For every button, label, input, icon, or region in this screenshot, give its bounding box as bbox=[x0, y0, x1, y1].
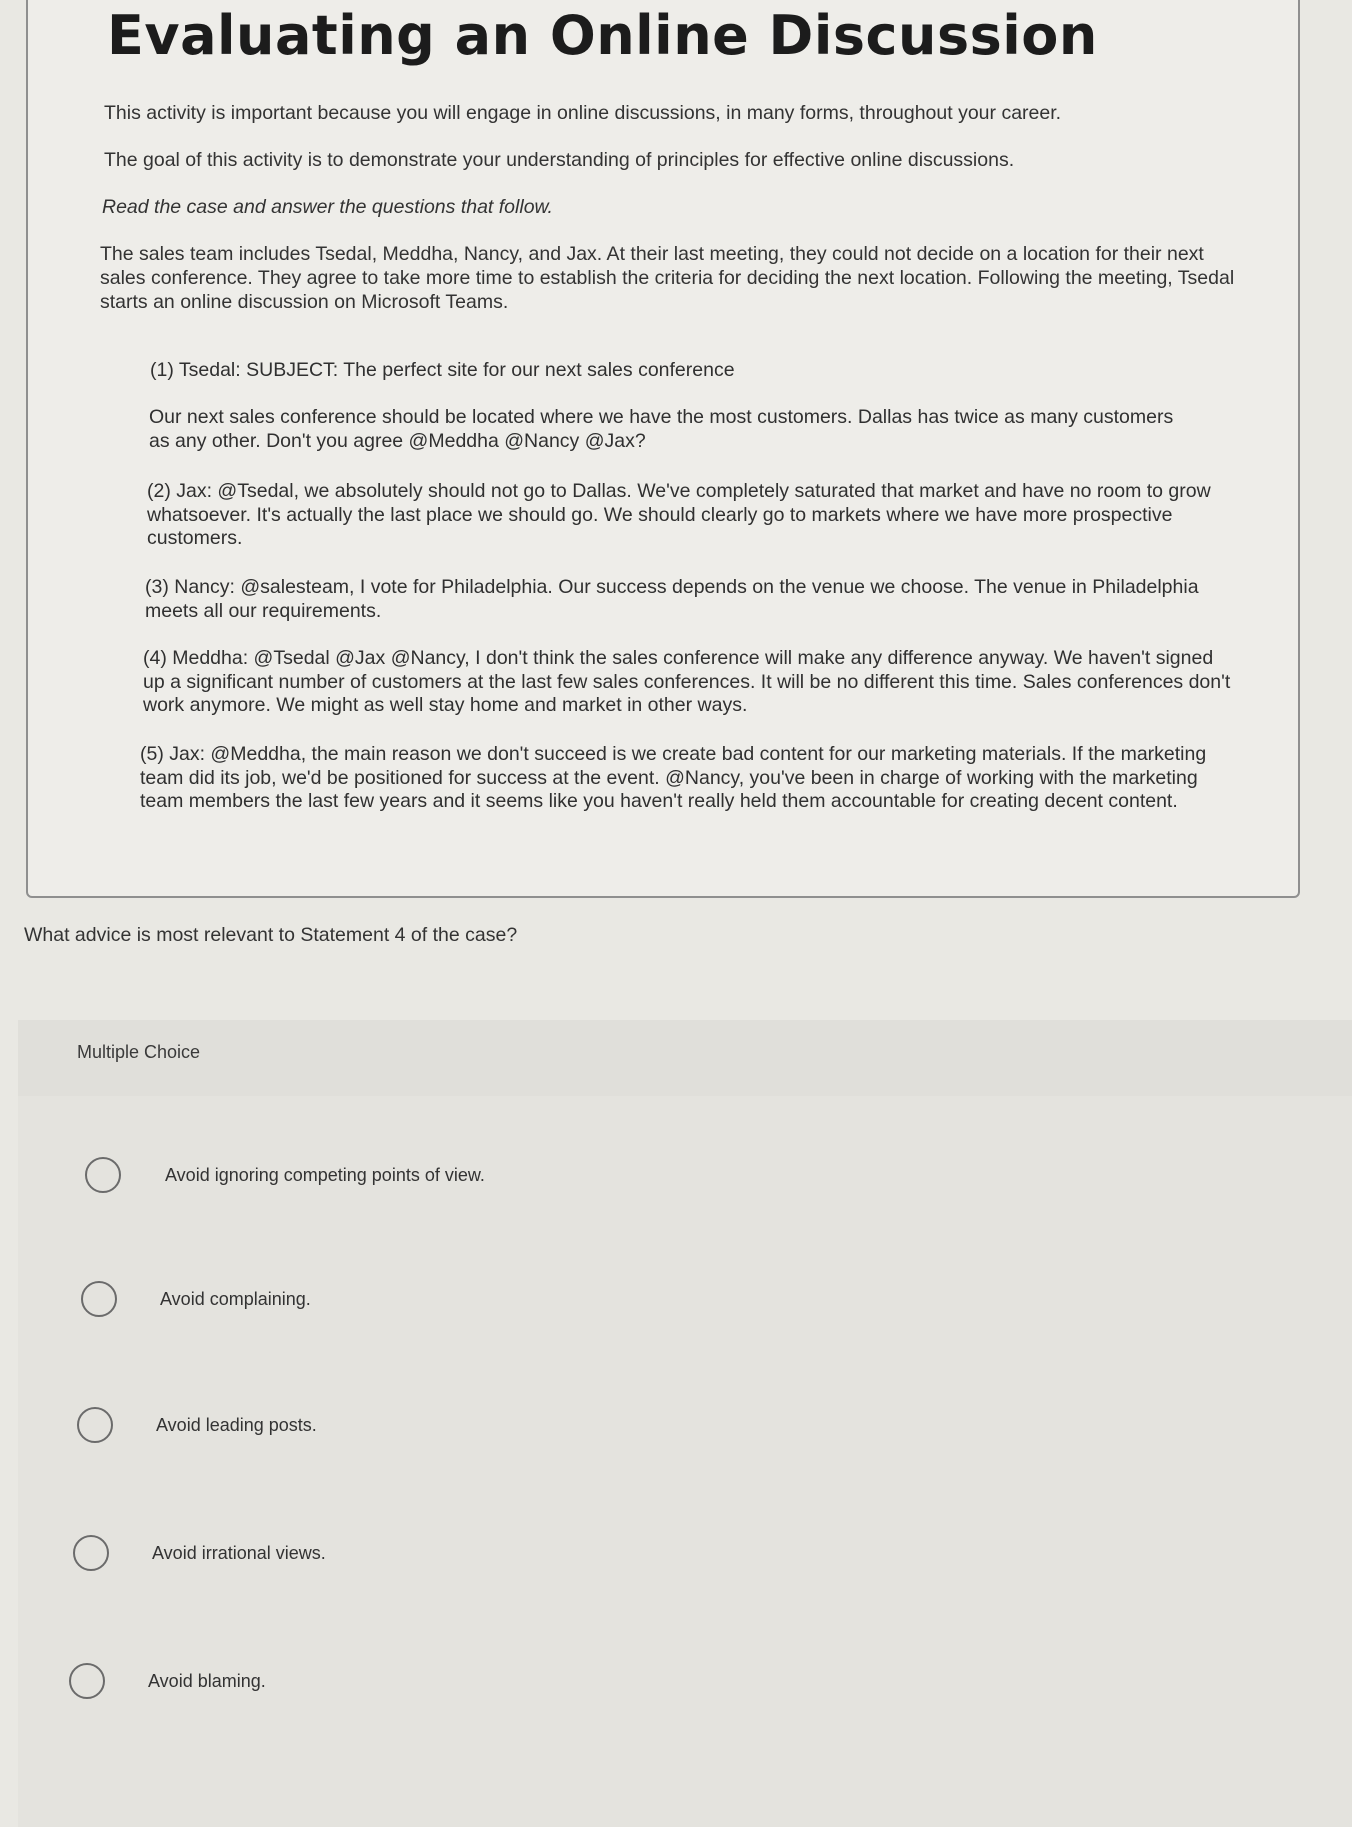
statement-1-body: Our next sales conference should be located where we have the most customers. Dallas has twice as many customers as any other. Don't you agree @Meddha @Nancy @Jax? bbox=[149, 406, 1174, 452]
intro-paragraph-importance: This activity is important because you will engage in online discussions, in many forms, throughout your career. bbox=[104, 102, 1062, 124]
question-prompt: What advice is most relevant to Statement 4 of the case? bbox=[24, 924, 518, 946]
page-title: Evaluating an Online Discussion bbox=[107, 4, 1098, 67]
radio-button-icon[interactable] bbox=[81, 1281, 117, 1317]
statement-2: (2) Jax: @Tsedal, we absolutely should not go to Dallas. We've completely saturated that market and have no room to grow whatsoever. It's actually the last place we should go. We should clearly go to markets where we have more prospective customers. bbox=[147, 480, 1211, 549]
statement-3: (3) Nancy: @salesteam, I vote for Philadelphia. Our success depends on the venue we choose. The venue in Philadelphia meets all our requirements. bbox=[145, 576, 1199, 622]
answer-option[interactable] bbox=[69, 1659, 669, 1707]
multiple-choice-header bbox=[18, 1020, 1352, 1096]
case-scenario: The sales team includes Tsedal, Meddha, Nancy, and Jax. At their last meeting, they could not decide on a location for their next sales conference. They agree to take more time to establish the criteria for deciding the next location. Following the meeting, Tsedal starts an online discussion on Microsoft Teams. bbox=[100, 243, 1235, 313]
radio-button-icon[interactable] bbox=[85, 1157, 121, 1193]
answer-option[interactable] bbox=[77, 1403, 677, 1451]
answer-option[interactable] bbox=[81, 1277, 681, 1325]
statement-5: (5) Jax: @Meddha, the main reason we don't succeed is we create bad content for our marketing materials. If the marketing team did its job, we'd be positioned for success at the event. @Nancy, you've been in charge of working with the marketing team members the last few years and it seems like you haven't really held them accountable for creating decent content. bbox=[140, 743, 1207, 812]
answer-option[interactable] bbox=[85, 1153, 685, 1201]
radio-button-icon[interactable] bbox=[69, 1663, 105, 1699]
radio-button-icon[interactable] bbox=[73, 1535, 109, 1571]
answer-option-label[interactable]: Avoid blaming. bbox=[148, 1671, 266, 1691]
answer-option[interactable] bbox=[73, 1531, 673, 1579]
intro-paragraph-goal: The goal of this activity is to demonstrate your understanding of principles for effective online discussions. bbox=[104, 149, 1015, 171]
answer-option-label[interactable]: Avoid leading posts. bbox=[156, 1415, 317, 1435]
question-type-label: Multiple Choice bbox=[77, 1042, 201, 1062]
answer-option-label[interactable]: Avoid irrational views. bbox=[152, 1543, 326, 1563]
statement-1-subject: (1) Tsedal: SUBJECT: The perfect site for our next sales conference bbox=[150, 359, 735, 381]
answer-option-label[interactable]: Avoid complaining. bbox=[160, 1289, 311, 1309]
instruction-text: Read the case and answer the questions that follow. bbox=[102, 196, 553, 218]
radio-button-icon[interactable] bbox=[77, 1407, 113, 1443]
answer-option-label[interactable]: Avoid ignoring competing points of view. bbox=[165, 1165, 485, 1185]
statement-4: (4) Meddha: @Tsedal @Jax @Nancy, I don't think the sales conference will make any difference anyway. We haven't signed up a significant number of customers at the last few sales conferences. It will be no different this time. Sales conferences don't work anymore. We might as well stay home and market in other ways. bbox=[143, 647, 1231, 716]
